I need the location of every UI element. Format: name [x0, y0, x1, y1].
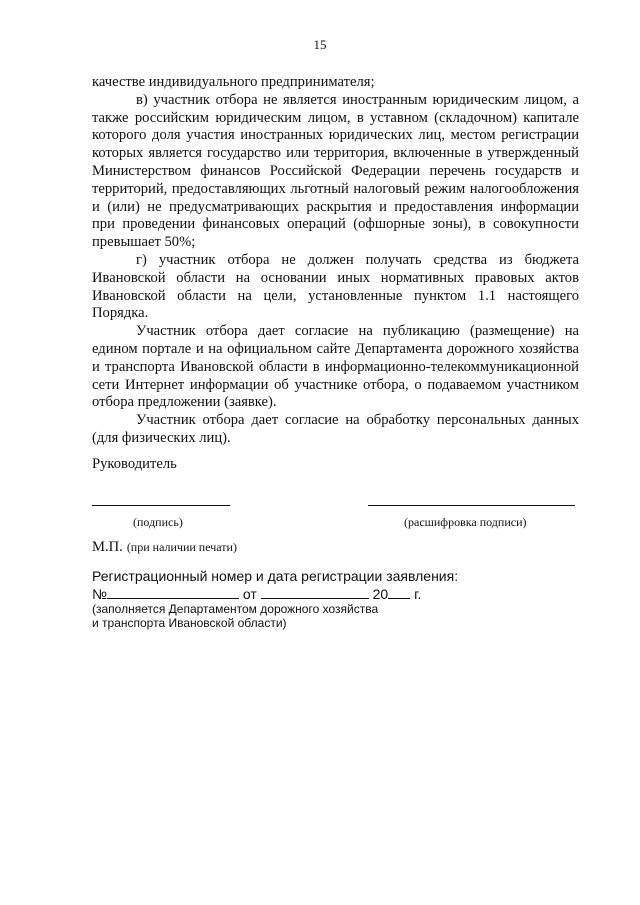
stamp-place [92, 538, 237, 556]
paragraph-item-v: в) участник отбора не является иностранным юридическим лицом, а также российским юридическим лицом, в уставном (складочном) капитале которого доля участия иностранных юридических лиц, местом регистрации которых является государство или территория, включенные в утвержденный Министерством финансов Российской Федерации перечень государств и территорий, предоставляющих льготный налоговый режим налогообложения и (или) не предусматривающих раскрытия и предоставления информации при проведении финансовых операций (офшорные зоны), в совокупности превышает 50%; [92, 91, 579, 251]
paragraph-publication-consent: Участник отбора дает согласие на публикацию (размещение) на едином портале и на официальном сайте Департамента дорожного хозяйства и транспорта Ивановской области в информационно-телекоммуникационной сети Интернет информации об участнике отбора, о подаваемом участником отбора предложении (заявке). [92, 323, 579, 411]
year-suffix: г. [414, 586, 422, 602]
registration-title: Регистрационный номер и дата регистрации заявления: [92, 568, 459, 584]
from-word: от [242, 586, 257, 602]
registration-date-blank [261, 585, 369, 599]
stamp-abbr: М.П. [92, 539, 123, 555]
paragraph-personal-data-consent: Участник отбора дает согласие на обработку персональных данных (для физических лиц). [92, 412, 579, 446]
registration-fields [92, 585, 421, 602]
page-number: 15 [313, 37, 327, 52]
body-text [92, 74, 579, 448]
signatory-role: Руководитель [92, 456, 177, 472]
registration-year-blank [388, 585, 410, 599]
decryption-line [368, 505, 575, 506]
registration-note-line2: и транспорта Ивановской области) [92, 616, 287, 630]
paragraph-item-g: г) участник отбора не должен получать средства из бюджета Ивановской области на основании иных нормативных правовых актов Ивановской области на цели, установленные пунктом 1.1 настоящего Порядка. [92, 251, 579, 322]
registration-number-blank [107, 585, 239, 599]
registration-note-line1: (заполняется Департаментом дорожного хозяйства [92, 602, 379, 616]
paragraph-continuation: качестве индивидуального предпринимателя; [92, 74, 375, 90]
number-sign: № [92, 586, 108, 602]
stamp-note: (при наличии печати) [126, 540, 237, 554]
decryption-caption: (расшифровка подписи) [404, 515, 527, 529]
signature-caption: (подпись) [133, 515, 183, 529]
signature-line [92, 505, 230, 506]
year-prefix: 20 [372, 586, 389, 602]
